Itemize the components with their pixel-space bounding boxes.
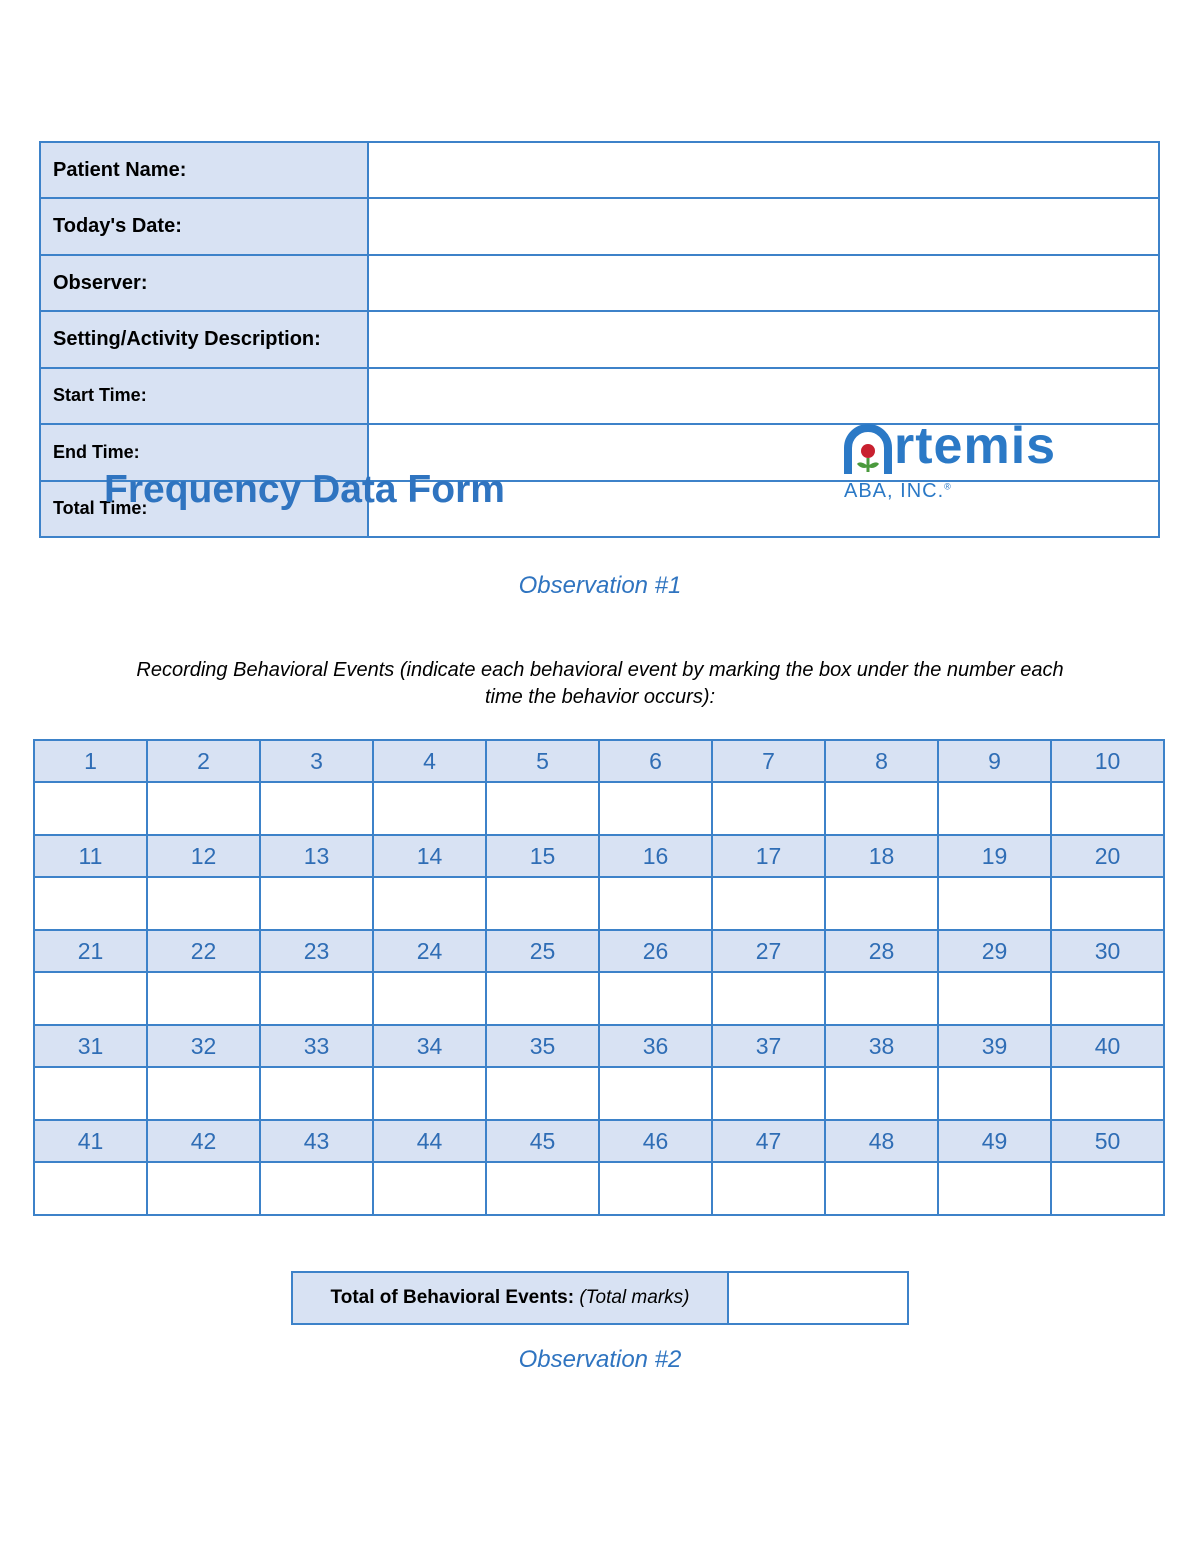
total-events-field[interactable]	[728, 1272, 908, 1324]
setting-label: Setting/Activity Description:	[40, 311, 368, 367]
grid-mark-box[interactable]	[825, 1162, 938, 1215]
grid-number-cell: 10	[1051, 740, 1164, 782]
grid-number-cell: 1	[34, 740, 147, 782]
setting-row	[40, 311, 1159, 367]
grid-mark-box[interactable]	[147, 877, 260, 930]
grid-mark-box[interactable]	[825, 877, 938, 930]
grid-number-row	[34, 740, 1164, 782]
grid-mark-box[interactable]	[1051, 1162, 1164, 1215]
grid-mark-box[interactable]	[825, 972, 938, 1025]
grid-mark-box[interactable]	[825, 1067, 938, 1120]
logo-arch-icon	[842, 420, 894, 478]
observation-1-heading: Observation #1	[518, 572, 682, 599]
grid-mark-box[interactable]	[486, 782, 599, 835]
grid-number-cell: 5	[486, 740, 599, 782]
date-label: Today's Date:	[40, 198, 368, 254]
grid-number-cell: 29	[938, 930, 1051, 972]
grid-mark-row	[34, 972, 1164, 1025]
observer-field[interactable]	[368, 255, 1159, 311]
grid-number-cell: 14	[373, 835, 486, 877]
grid-mark-box[interactable]	[147, 1067, 260, 1120]
grid-number-cell: 21	[34, 930, 147, 972]
grid-mark-row	[34, 1162, 1164, 1215]
patient-name-label: Patient Name:	[40, 142, 368, 198]
grid-number-cell: 32	[147, 1025, 260, 1067]
date-row	[40, 198, 1159, 254]
grid-number-cell: 26	[599, 930, 712, 972]
grid-number-cell: 37	[712, 1025, 825, 1067]
grid-mark-box[interactable]	[825, 782, 938, 835]
grid-mark-box[interactable]	[938, 782, 1051, 835]
grid-mark-box[interactable]	[938, 1162, 1051, 1215]
total-events-label	[292, 1272, 728, 1324]
patient-name-row	[40, 142, 1159, 198]
grid-number-row	[34, 1025, 1164, 1067]
grid-mark-box[interactable]	[938, 877, 1051, 930]
total-events-label-italic: (Total marks)	[579, 1287, 690, 1308]
grid-number-cell: 48	[825, 1120, 938, 1162]
grid-number-row	[34, 1120, 1164, 1162]
grid-number-cell: 39	[938, 1025, 1051, 1067]
grid-mark-box[interactable]	[599, 782, 712, 835]
grid-number-cell: 38	[825, 1025, 938, 1067]
grid-number-row	[34, 930, 1164, 972]
grid-mark-row	[34, 782, 1164, 835]
grid-number-cell: 7	[712, 740, 825, 782]
date-field[interactable]	[368, 198, 1159, 254]
grid-number-cell: 41	[34, 1120, 147, 1162]
grid-mark-box[interactable]	[1051, 877, 1164, 930]
grid-mark-box[interactable]	[712, 877, 825, 930]
grid-number-cell: 3	[260, 740, 373, 782]
grid-mark-box[interactable]	[1051, 782, 1164, 835]
grid-mark-box[interactable]	[34, 1067, 147, 1120]
grid-mark-box[interactable]	[147, 972, 260, 1025]
start-time-label: Start Time:	[40, 368, 368, 424]
grid-number-cell: 13	[260, 835, 373, 877]
grid-mark-row	[34, 1067, 1164, 1120]
grid-mark-box[interactable]	[373, 1067, 486, 1120]
observer-row	[40, 255, 1159, 311]
grid-number-cell: 24	[373, 930, 486, 972]
grid-number-cell: 25	[486, 930, 599, 972]
grid-number-cell: 11	[34, 835, 147, 877]
grid-number-cell: 17	[712, 835, 825, 877]
grid-mark-box[interactable]	[712, 972, 825, 1025]
grid-number-cell: 2	[147, 740, 260, 782]
grid-number-cell: 50	[1051, 1120, 1164, 1162]
grid-mark-box[interactable]	[599, 1067, 712, 1120]
grid-number-row	[34, 835, 1164, 877]
grid-mark-box[interactable]	[599, 877, 712, 930]
total-events-label-bold: Total of Behavioral Events:	[330, 1287, 575, 1308]
grid-mark-box[interactable]	[260, 782, 373, 835]
grid-mark-box[interactable]	[260, 1162, 373, 1215]
grid-mark-box[interactable]	[486, 972, 599, 1025]
grid-number-cell: 30	[1051, 930, 1164, 972]
grid-number-cell: 28	[825, 930, 938, 972]
grid-number-cell: 45	[486, 1120, 599, 1162]
grid-mark-box[interactable]	[34, 972, 147, 1025]
grid-mark-box[interactable]	[1051, 1067, 1164, 1120]
grid-mark-box[interactable]	[712, 782, 825, 835]
grid-mark-box[interactable]	[712, 1067, 825, 1120]
grid-number-cell: 15	[486, 835, 599, 877]
frequency-grid	[33, 739, 1165, 1216]
observer-label: Observer:	[40, 255, 368, 311]
grid-mark-box[interactable]	[373, 782, 486, 835]
grid-number-cell: 33	[260, 1025, 373, 1067]
grid-mark-box[interactable]	[938, 972, 1051, 1025]
grid-mark-box[interactable]	[260, 877, 373, 930]
artemis-logo	[842, 417, 1092, 506]
grid-number-cell: 34	[373, 1025, 486, 1067]
grid-number-cell: 31	[34, 1025, 147, 1067]
grid-number-cell: 49	[938, 1120, 1051, 1162]
grid-mark-box[interactable]	[712, 1162, 825, 1215]
logo-word: rtemis	[894, 417, 1057, 475]
grid-mark-box[interactable]	[486, 1067, 599, 1120]
setting-field[interactable]	[368, 311, 1159, 367]
grid-number-cell: 20	[1051, 835, 1164, 877]
recording-instructions: Recording Behavioral Events (indicate each behavioral event by marking the box under the number each time the behavior occurs):	[136, 659, 1064, 708]
grid-mark-box[interactable]	[938, 1067, 1051, 1120]
grid-number-cell: 9	[938, 740, 1051, 782]
grid-mark-box[interactable]	[599, 1162, 712, 1215]
grid-number-cell: 4	[373, 740, 486, 782]
grid-number-cell: 23	[260, 930, 373, 972]
grid-mark-box[interactable]	[373, 972, 486, 1025]
grid-number-cell: 44	[373, 1120, 486, 1162]
grid-mark-box[interactable]	[373, 877, 486, 930]
grid-mark-box[interactable]	[34, 1162, 147, 1215]
grid-mark-box[interactable]	[147, 1162, 260, 1215]
grid-number-cell: 22	[147, 930, 260, 972]
grid-mark-box[interactable]	[34, 877, 147, 930]
grid-number-cell: 42	[147, 1120, 260, 1162]
grid-number-cell: 46	[599, 1120, 712, 1162]
grid-number-cell: 35	[486, 1025, 599, 1067]
grid-mark-box[interactable]	[260, 1067, 373, 1120]
grid-number-cell: 6	[599, 740, 712, 782]
grid-mark-row	[34, 877, 1164, 930]
grid-mark-box[interactable]	[260, 972, 373, 1025]
grid-mark-box[interactable]	[34, 782, 147, 835]
grid-mark-box[interactable]	[373, 1162, 486, 1215]
grid-number-cell: 36	[599, 1025, 712, 1067]
grid-number-cell: 27	[712, 930, 825, 972]
grid-number-cell: 43	[260, 1120, 373, 1162]
total-time-label: Total Time:	[40, 481, 368, 537]
grid-number-cell: 12	[147, 835, 260, 877]
grid-mark-box[interactable]	[147, 782, 260, 835]
total-events-table	[291, 1271, 909, 1325]
form-title: Frequency Data Form	[104, 468, 505, 511]
end-time-label: End Time:	[40, 424, 368, 480]
grid-mark-box[interactable]	[486, 877, 599, 930]
grid-mark-box[interactable]	[486, 1162, 599, 1215]
grid-number-cell: 47	[712, 1120, 825, 1162]
patient-name-field[interactable]	[368, 142, 1159, 198]
grid-number-cell: 19	[938, 835, 1051, 877]
grid-number-cell: 16	[599, 835, 712, 877]
grid-mark-box[interactable]	[1051, 972, 1164, 1025]
grid-number-cell: 18	[825, 835, 938, 877]
logo-subtitle: ABA, INC.®	[844, 480, 952, 502]
grid-number-cell: 40	[1051, 1025, 1164, 1067]
observation-2-heading: Observation #2	[518, 1346, 682, 1373]
grid-number-cell: 8	[825, 740, 938, 782]
grid-mark-box[interactable]	[599, 972, 712, 1025]
